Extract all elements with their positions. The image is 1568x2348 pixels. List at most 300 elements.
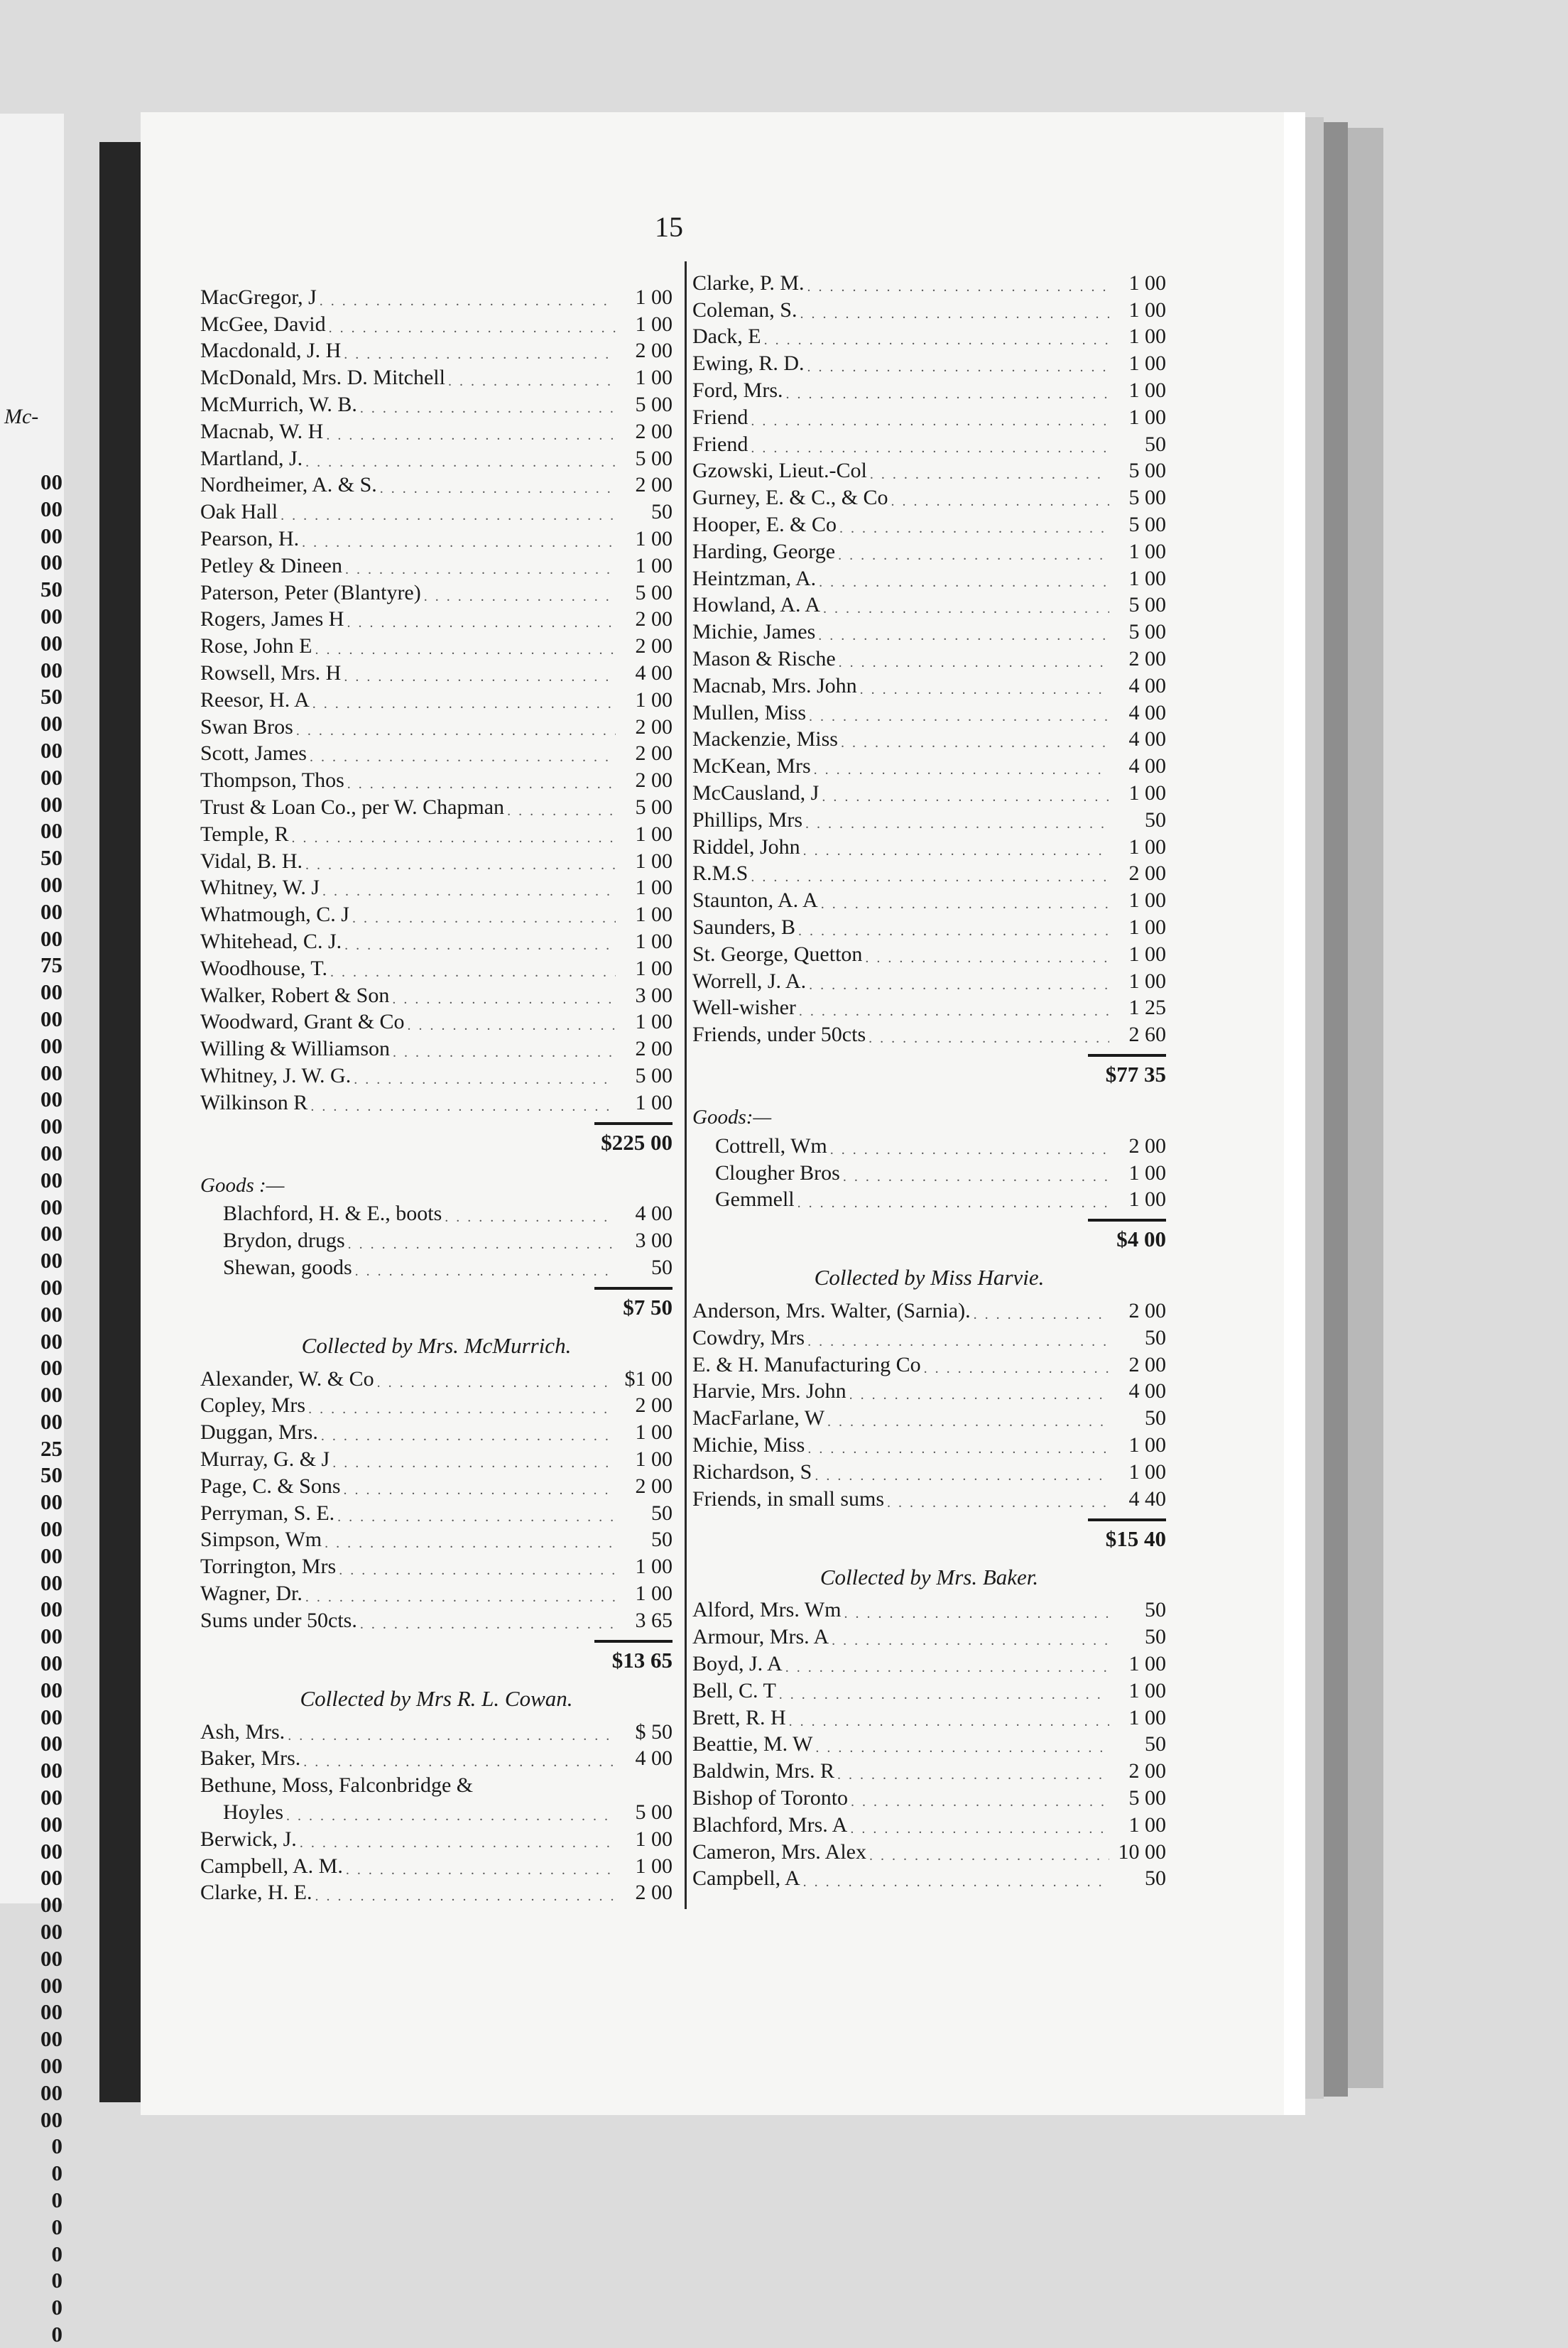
amount: 50: [651, 1501, 673, 1525]
contributor-name: Scott, James: [200, 741, 307, 766]
ledger-row: [200, 551, 673, 578]
amount: 1 00: [1128, 378, 1166, 402]
ledger-row: [692, 805, 1166, 832]
ledger-row: [692, 698, 1166, 725]
contributor-name: Hoyles: [223, 1800, 283, 1825]
amount: $1 00: [624, 1366, 673, 1391]
leader-dots: [837, 521, 1109, 537]
amount: 1 00: [1128, 888, 1166, 913]
leader-dots: [341, 669, 616, 685]
ledger-row: [692, 886, 1166, 913]
amount: 1 00: [635, 687, 673, 712]
amount: 5 00: [635, 795, 673, 819]
amount: $ 50: [635, 1719, 673, 1744]
previous-page-amount: 00: [40, 1677, 62, 1702]
previous-page-amount: 00: [40, 630, 62, 656]
contributor-name: Armour, Mrs. A: [692, 1625, 829, 1649]
amount: 2 00: [635, 473, 673, 497]
ledger-row: [200, 1034, 673, 1061]
ledger-row: [200, 524, 673, 551]
leader-dots: [829, 1633, 1109, 1649]
leader-dots: [357, 401, 616, 417]
previous-page-amount: 0: [51, 2268, 62, 2293]
ledger-row: [200, 1061, 673, 1088]
leader-dots: [342, 937, 616, 954]
leader-dots: [838, 735, 1109, 751]
contributor-name: Ash, Mrs.: [200, 1719, 285, 1744]
amount: 2 00: [635, 339, 673, 363]
contributor-name: Rowsell, Mrs. H: [200, 661, 342, 685]
leader-dots: [820, 601, 1109, 617]
previous-page-amount: 00: [40, 711, 62, 737]
leader-dots: [796, 1004, 1109, 1020]
amount: 1 00: [1128, 325, 1166, 349]
leader-dots: [841, 1606, 1109, 1622]
amount: 1 00: [635, 285, 673, 309]
subscription-list: [692, 268, 1166, 1047]
ledger-row: [200, 1771, 673, 1798]
contributor-name: Phillips, Mrs: [692, 808, 803, 832]
ledger-row: [200, 1552, 673, 1579]
amount: 1 00: [635, 849, 673, 873]
previous-page-fragment: [0, 114, 64, 2347]
leader-dots: [816, 575, 1109, 591]
contributor-name: Worrell, J. A.: [692, 969, 807, 993]
amount: 2 00: [635, 419, 673, 443]
contributor-name: Paterson, Peter (Blantyre): [200, 580, 421, 604]
contributor-name: Whitney, J. W. G.: [200, 1063, 352, 1087]
contributor-name: Sums under 50cts.: [200, 1608, 357, 1632]
previous-page-amount: 00: [40, 1624, 62, 1649]
leader-dots: [776, 1687, 1109, 1703]
previous-page-amount: 00: [40, 1838, 62, 1864]
previous-page-amount: 00: [40, 1597, 62, 1622]
ledger-row: [200, 847, 673, 874]
ledger-row: [692, 1864, 1166, 1891]
ledger-row: [200, 1825, 673, 1852]
leader-dots: [300, 1754, 616, 1771]
contributor-name: St. George, Quetton: [692, 942, 863, 966]
contributor-name: Baldwin, Mrs. R: [692, 1759, 835, 1783]
left-column: [200, 283, 673, 1905]
previous-page-amount: 50: [40, 577, 62, 602]
leader-dots: [283, 1808, 616, 1825]
ledger-row: [692, 591, 1166, 618]
leader-dots: [857, 682, 1109, 698]
amount: 50: [651, 500, 673, 524]
previous-page-amount: 00: [40, 1651, 62, 1676]
leader-dots: [800, 1874, 1109, 1891]
leader-dots: [867, 467, 1109, 483]
previous-page-amount: 00: [40, 1489, 62, 1515]
amount: 5 00: [635, 580, 673, 604]
ledger-row: [692, 1810, 1166, 1837]
leader-dots: [783, 1660, 1109, 1676]
leader-dots: [285, 1728, 616, 1744]
leader-dots: [971, 1307, 1109, 1323]
ledger-row: [200, 739, 673, 766]
amount: 1 00: [635, 1420, 673, 1445]
previous-page-amount: 00: [40, 1570, 62, 1595]
section-heading: Collected by Mrs. McMurrich.: [301, 1332, 572, 1358]
previous-page-amount: 00: [40, 1033, 62, 1058]
contributor-name: Alford, Mrs. Wm: [692, 1598, 842, 1622]
amount: 1 00: [635, 1090, 673, 1114]
ledger-row: [692, 1323, 1166, 1350]
ledger-row: [200, 981, 673, 1008]
ledger-row: [200, 1744, 673, 1771]
ledger-row: [692, 1649, 1166, 1676]
amount: 1 00: [1128, 298, 1166, 322]
ledger-row: [692, 1837, 1166, 1864]
previous-page-amount: 00: [40, 1785, 62, 1810]
contributor-name: Coleman, S.: [692, 298, 797, 322]
leader-dots: [827, 1142, 1109, 1158]
contributor-name: Friend: [692, 432, 748, 456]
contributor-name: Howland, A. A: [692, 593, 820, 617]
contributor-name: Hooper, E. & Co: [692, 512, 837, 536]
contributor-name: Gurney, E. & C., & Co: [692, 486, 888, 510]
amount: 5 00: [635, 392, 673, 416]
leader-dots: [330, 1455, 616, 1472]
previous-page-amount: 00: [40, 1274, 62, 1300]
previous-page-amount: 00: [40, 1972, 62, 1998]
ledger-row: [200, 1364, 673, 1391]
ledger-row: [200, 1879, 673, 1906]
collection-list: [692, 1296, 1166, 1511]
ledger-row: [200, 954, 673, 981]
leader-dots: [336, 1562, 616, 1579]
subscription-list: [200, 283, 673, 1115]
ledger-row: [692, 617, 1166, 644]
ledger-row: [200, 631, 673, 658]
ledger-row: [692, 1377, 1166, 1404]
amount: 1 00: [635, 526, 673, 550]
ledger-row: [200, 1798, 673, 1825]
ledger-row: [692, 483, 1166, 510]
leader-dots: [824, 1414, 1109, 1430]
previous-page-amount: 00: [40, 1006, 62, 1031]
amount: 1 00: [1128, 835, 1166, 859]
previous-page-amount: 00: [40, 1811, 62, 1837]
goods-total: $4 00: [1116, 1227, 1166, 1252]
contributor-name: Reesor, H. A: [200, 687, 310, 712]
contributor-name: Baker, Mrs.: [200, 1746, 301, 1771]
leader-dots: [812, 1468, 1109, 1484]
contributor-name: Gzowski, Lieut.-Col: [692, 459, 867, 483]
ledger-row: [200, 1499, 673, 1526]
ledger-row: [200, 927, 673, 954]
amount: 5 00: [1128, 459, 1166, 483]
amount: 1 00: [1128, 781, 1166, 805]
contributor-name: Cottrell, Wm: [715, 1134, 827, 1158]
leader-dots: [795, 1195, 1109, 1212]
contributor-name: Blachford, Mrs. A: [692, 1812, 848, 1837]
leader-dots: [802, 816, 1109, 832]
contributor-name: Wagner, Dr.: [200, 1582, 303, 1606]
previous-page-amount: 00: [40, 1060, 62, 1085]
contributor-name: Duggan, Mrs.: [200, 1420, 318, 1445]
contributor-name: Ford, Mrs.: [692, 378, 783, 402]
amount: 3 00: [635, 1229, 673, 1253]
leader-dots: [377, 481, 616, 497]
ledger-row: [692, 994, 1166, 1021]
goods-heading: Goods:—: [692, 1106, 772, 1129]
ledger-row: [200, 1253, 673, 1280]
leader-dots: [334, 1509, 616, 1526]
previous-page-amount: 00: [40, 1543, 62, 1568]
contributor-name: R.M.S: [692, 862, 748, 886]
contributor-name: Rose, John E: [200, 634, 312, 658]
previous-page-amount: 00: [40, 1892, 62, 1918]
ledger-row: [200, 658, 673, 685]
ledger-row: [692, 1783, 1166, 1810]
contributor-name: Copley, Mrs: [200, 1393, 306, 1418]
amount: 3 00: [635, 983, 673, 1007]
contributor-name: Oak Hall: [200, 500, 278, 524]
leader-dots: [835, 548, 1109, 564]
amount: 1 00: [1128, 1433, 1166, 1457]
leader-dots: [797, 306, 1110, 322]
contributor-name: Simpson, Wm: [200, 1528, 322, 1552]
amount: 50: [651, 1528, 673, 1552]
contributor-name: Martland, J.: [200, 446, 303, 470]
contributor-name: Temple, R: [200, 822, 289, 846]
amount: 2 00: [635, 1474, 673, 1498]
goods-total: $7 50: [623, 1294, 673, 1320]
previous-page-amount: 50: [40, 1462, 62, 1488]
amount: 50: [1145, 1325, 1166, 1349]
amount: 50: [1145, 1866, 1166, 1891]
previous-page-amount: 00: [40, 791, 62, 817]
leader-dots: [888, 494, 1109, 510]
ledger-row: [692, 1350, 1166, 1377]
contributor-name: E. & H. Manufacturing Co: [692, 1352, 921, 1376]
contributor-name: Mason & Rische: [692, 646, 836, 670]
contributor-name: Dack, E: [692, 325, 761, 349]
contributor-name: Riddel, John: [692, 835, 800, 859]
previous-page-amount: 00: [40, 1516, 62, 1542]
previous-page-amount: 00: [40, 1999, 62, 2025]
leader-dots: [374, 1375, 616, 1391]
leader-dots: [748, 869, 1109, 886]
contributor-name: Beattie, M. W: [692, 1732, 813, 1756]
contributor-name: Friend: [692, 405, 748, 429]
amount: 1 00: [635, 1447, 673, 1472]
amount: 4 00: [1128, 727, 1166, 751]
contributor-name: Vidal, B. H.: [200, 849, 303, 873]
leader-dots: [836, 655, 1109, 671]
amount: 1 00: [635, 366, 673, 390]
contributor-name: Michie, James: [692, 620, 816, 644]
contributor-name: Torrington, Mrs: [200, 1555, 337, 1579]
ledger-row: [200, 337, 673, 364]
contributor-name: Bell, C. T: [692, 1678, 776, 1702]
contributor-name: Murray, G. & J: [200, 1447, 330, 1472]
amount: 2 00: [635, 768, 673, 793]
amount: 1 00: [635, 903, 673, 927]
amount: 1 00: [635, 1827, 673, 1851]
amount: 50: [1145, 1732, 1166, 1756]
ledger-row: [200, 1445, 673, 1472]
leader-dots: [806, 977, 1109, 994]
amount: 50: [1145, 432, 1166, 456]
contributor-name: Bishop of Toronto: [692, 1786, 849, 1810]
contributor-name: Macnab, W. H: [200, 419, 324, 443]
leader-dots: [786, 1714, 1109, 1730]
amount: 1 00: [635, 1010, 673, 1034]
previous-page-amount: 0: [51, 2214, 62, 2239]
previous-page-amount: 00: [40, 925, 62, 951]
amount: 50: [1145, 1598, 1166, 1622]
amount: 1 00: [1128, 566, 1166, 590]
amount: 50: [1145, 1406, 1166, 1430]
ledger-row: [692, 1185, 1166, 1212]
ledger-row: [692, 644, 1166, 671]
ledger-row: [200, 793, 673, 820]
ledger-row: [692, 1730, 1166, 1757]
ledger-row: [200, 417, 673, 444]
previous-page-amount: 00: [40, 1328, 62, 1354]
ledger-row: [200, 605, 673, 632]
previous-page-amount: 00: [40, 1194, 62, 1219]
ledger-row: [692, 967, 1166, 994]
leader-dots: [806, 709, 1109, 725]
previous-page-amount: 00: [40, 496, 62, 521]
previous-page-amount: 00: [40, 818, 62, 844]
leader-dots: [761, 332, 1109, 349]
contributor-name: Pearson, H.: [200, 526, 300, 550]
amount: 5 00: [635, 446, 673, 470]
ledger-row: [692, 510, 1166, 537]
amount: 4 00: [1128, 673, 1166, 697]
amount: 2 00: [1128, 1352, 1166, 1376]
previous-page-amount: 00: [40, 1248, 62, 1273]
leader-dots: [840, 1169, 1109, 1185]
amount: 3 65: [635, 1608, 673, 1632]
leader-dots: [349, 911, 616, 927]
amount: 2 00: [635, 607, 673, 631]
leader-dots: [848, 1794, 1109, 1810]
ledger-row: [200, 820, 673, 847]
contributor-name: Cameron, Mrs. Alex: [692, 1839, 866, 1864]
previous-page-amount: 00: [40, 1087, 62, 1112]
collection-list: [200, 1717, 673, 1906]
ledger-row: [200, 1008, 673, 1035]
ledger-row: [200, 310, 673, 337]
ledger-row: [200, 363, 673, 390]
amount: 4 40: [1128, 1486, 1166, 1511]
ledger-row: [692, 1622, 1166, 1649]
ledger-row: [692, 1131, 1166, 1158]
leader-dots: [815, 628, 1109, 644]
contributor-name: Mackenzie, Miss: [692, 727, 838, 751]
amount: 1 00: [1128, 352, 1166, 376]
ledger-row: [692, 564, 1166, 591]
previous-page-amount: 00: [40, 979, 62, 1005]
ledger-row: [692, 671, 1166, 698]
leader-dots: [818, 896, 1109, 913]
amount: 1 00: [1128, 1161, 1166, 1185]
contributor-name: Berwick, J.: [200, 1827, 297, 1851]
amount: 1 00: [1128, 1652, 1166, 1676]
ledger-row: [692, 1596, 1166, 1623]
leader-dots: [303, 1589, 616, 1606]
amount: 4 00: [1128, 1379, 1166, 1403]
column-divider: [685, 261, 687, 1909]
ledger-row: [200, 712, 673, 739]
ledger-row: [692, 832, 1166, 859]
leader-dots: [342, 562, 616, 578]
amount: 1 00: [635, 1582, 673, 1606]
previous-page-amount: 00: [40, 2026, 62, 2052]
ledger-row: [692, 751, 1166, 778]
leader-dots: [866, 1848, 1109, 1864]
previous-page-amount: 50: [40, 845, 62, 871]
ledger-row: [692, 778, 1166, 805]
amount: 1 00: [1128, 942, 1166, 966]
previous-page-amount: 00: [40, 1731, 62, 1756]
previous-page-amount: 0: [51, 2295, 62, 2320]
leader-dots: [317, 293, 616, 310]
previous-page-amount: 00: [40, 1140, 62, 1165]
contributor-name: Mullen, Miss: [692, 700, 807, 724]
amount: 50: [651, 1255, 673, 1279]
previous-page-amount: 00: [40, 657, 62, 683]
ledger-row: [692, 1756, 1166, 1783]
leader-dots: [862, 950, 1109, 967]
collection-list: [200, 1364, 673, 1633]
amount: 1 00: [635, 1854, 673, 1878]
amount: 2 00: [635, 1393, 673, 1418]
leader-dots: [847, 1821, 1109, 1837]
ledger-row: [692, 1296, 1166, 1323]
contributor-name: McCausland, J: [692, 781, 820, 805]
contributor-name: Friends, under 50cts: [692, 1023, 866, 1047]
ledger-row: [692, 940, 1166, 967]
leader-dots: [884, 1495, 1109, 1511]
leader-dots: [320, 884, 616, 900]
previous-page-amount: 00: [40, 737, 62, 763]
goods-list: [692, 1131, 1166, 1212]
amount: 1 00: [1128, 1187, 1166, 1212]
previous-page-amount: 00: [40, 1221, 62, 1246]
ledger-row: [692, 457, 1166, 484]
ledger-row: [200, 578, 673, 605]
leader-dots: [303, 857, 616, 874]
ledger-row: [200, 1226, 673, 1253]
ledger-row: [692, 1020, 1166, 1047]
subtotal: $225 00: [601, 1129, 673, 1155]
amount: 1 00: [635, 312, 673, 336]
contributor-name: McDonald, Mrs. D. Mitchell: [200, 366, 445, 390]
amount: 2 00: [1128, 1759, 1166, 1783]
leader-dots: [305, 1401, 616, 1418]
contributor-name: Harvie, Mrs. John: [692, 1379, 846, 1403]
leader-dots: [783, 386, 1109, 403]
leader-dots: [351, 1072, 616, 1088]
amount: 1 00: [1128, 915, 1166, 939]
leader-dots: [405, 1018, 616, 1034]
leader-dots: [307, 749, 616, 766]
amount: 1 00: [1128, 969, 1166, 993]
contributor-name: Clougher Bros: [715, 1161, 840, 1185]
amount: 5 00: [1128, 486, 1166, 510]
amount: 1 00: [1128, 271, 1166, 295]
page-edge: [1305, 117, 1324, 2099]
contributor-name: Gemmell: [715, 1187, 795, 1212]
previous-page-amount: 00: [40, 1355, 62, 1381]
